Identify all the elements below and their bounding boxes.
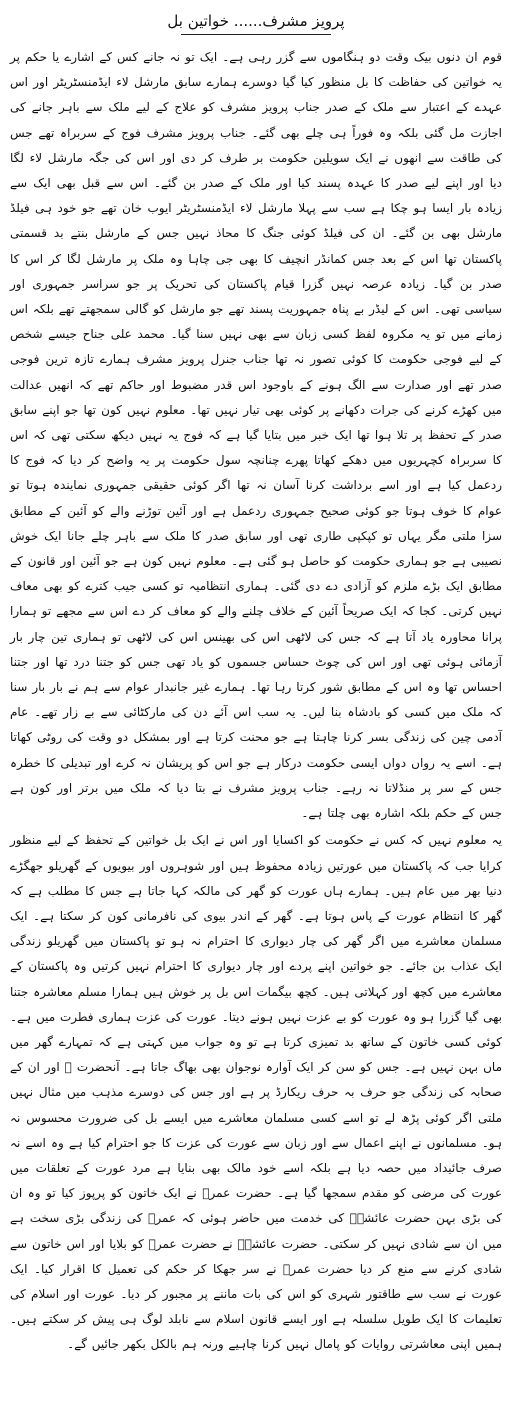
article-body xyxy=(10,45,502,1358)
article-paragraph: یہ معلوم نہیں کہ کس نے حکومت کو اکسایا اور اس نے ایک بل خواتین کے تحفظ کے لیے منظور کرایا جب کہ پاکستان میں عورتیں زیادہ محفوظ ہیں اور شوہروں اور بیویوں کے گھریلو جھگڑے دنیا بھر میں عام ہیں۔ ہمارے ہاں عورت کو گھر کی مالکہ کہا جاتا ہے جس کا مطلب ہے کہ گھر کا انتظام عورت کے پاس ہوتا ہے۔ گھر کے اندر بیوی کی نافرمانی کون کر سکتا ہے۔ ایک مسلمان معاشرے میں اگر گھر کی چار دیواری کا احترام نہ ہو تو پاکستان میں گھریلو زندگی ایک عذاب بن جائے۔ جو خواتین اپنے پردے اور چار دیواری کا احترام نہیں کرتیں وہ پاکستان کے معاشرے میں کچھ اور کہلاتی ہیں۔ کچھ بیگمات اس بل پر خوش ہیں ہمارا مسلم معاشرہ جتنا بھی گیا گزرا ہو وہ عورت کو بے عزت نہیں ہونے دیتا۔ عورت کی عزت ہماری فطرت میں ہے۔ کوئی کسی خاتون کے ساتھ بد تمیزی کرتا ہے تو وہ جواب میں کہتی ہے کہ تمہارے گھر میں ماں بہن نہیں ہے۔ جس کو سن کر ایک آوارہ نوجوان بھی بھاگ جاتا ہے۔ آنحضرت ﷺ اور ان کے صحابہ کی زندگی جو حرف بہ حرف ریکارڈ پر ہے اور جس کی دوسرے مذہب میں مثال نہیں ملتی اگر کوئی پڑھ لے تو اسے کسی مسلمان معاشرے میں ایسے بل کی ضرورت محسوس نہ ہو۔ مسلمانوں نے اپنے اعمال سے اور زبان سے عورت کی عزت کا جو احترام کیا ہے وہ اسے نہ صرف جائیداد میں حصہ دیا ہے بلکہ اسے خود مالک بھی بنایا ہے مرد عورت کے تعلقات میں عورت کی مرضی کو مقدم سمجھا گیا ہے۔ حضرت عمرؓ نے ایک خاتون کو پرپوز کیا تو وہ ان کی بڑی بہن حضرت عائشہؓ کی خدمت میں حاضر ہوئی کہ عمرؓ کی زندگی بڑی سخت ہے میں ان سے شادی نہیں کر سکتی۔ حضرت عائشہؓ نے حضرت عمرؓ کو بلایا اور اس خاتون سے شادی کرنے سے منع کر دیا حضرت عمرؓ نے سر جھکا کر حکم کی تعمیل کا اقرار کیا۔ ایک عورت نے سب سے طاقتور شہری کو اس کی بات ماننے پر مجبور کر دیا۔ عورت اور اسلام کی تعلیمات کا ایک طویل سلسلہ ہے اور ایسے قانون اسلام سے نابلد لوگ ہی پیش کر سکتے ہیں۔ ہمیں اپنی معاشرتی روایات کو پامال نہیں کرنا چاہیے ورنہ ہم بالکل بکھر جائیں گے۔ xyxy=(10,833,502,1352)
article-paragraph: قوم ان دنوں بیک وقت دو ہنگاموں سے گزر رہی ہے۔ ایک تو نہ جانے کس کے اشارے یا حکم پر یہ خواتین کی حفاظت کا بل منظور کیا گیا دوسرے ہمارے سابق مارشل لاء ایڈمنسٹریٹر اور اس عہدے کے اعتبار سے ملک کے صدر جناب پرویز مشرف کو علاج کے لیے ملک سے باہر جانے کی اجازت مل گئی بلکہ وہ فوراً ہی چلے بھی گئے۔ جناب پرویز مشرف فوج کے سربراہ تھے جس کی طاقت سے انھوں نے ایک سویلین حکومت بر طرف کر دی اور اس کی جگہ مارشل لاء لگا دیا اور اپنے لیے صدر کا عہدہ پسند کیا اور ملک کے صدر بن گئے۔ اس سے قبل بھی ایک سے زیادہ بار ایسا ہو چکا ہے سب سے پہلا مارشل لاء ایڈمنسٹریٹر ایوب خان تھے جو خود ہی فیلڈ مارشل بھی بن گئے۔ ان کی فیلڈ کوئی جنگ کا محاذ نہیں جس کے مارشل بنتے بد قسمتی پاکستان تھا اس کے بعد جس کمانڈر انچیف کا بھی جی چاہا وہ ملک پر مارشل لگا کر اس کا صدر بن گیا۔ زیادہ عرصہ نہیں گزرا قیام پاکستان کی تحریک پر جو سراسر جمہوری اور سیاسی تھی۔ اس کے لیڈر بے پناہ جمہوریت پسند تھے جو مارشل کو گالی سمجھتے تھے بلکہ اس زمانے میں تو یہ مکروہ لفظ کسی زبان سے بھی نہیں سنا گیا۔ محمد علی جناح جیسے شخص کے لیے فوجی حکومت کا کوئی تصور نہ تھا جناب جنرل پرویز مشرف ہمارے تازہ ترین فوجی صدر تھے اور صدارت سے الگ ہونے کے باوجود اس قدر مضبوط اور حاکم تھے کہ انھیں عدالت میں کھڑے کرنے کی جرات دکھانے پر کوئی بھی تیار نہیں تھا۔ معلوم نہیں کون تھا جو اپنے سابق صدر کے تحفظ پر تلا ہوا تھا ایک خبر میں بتایا گیا ہے کہ فوج یہ نہیں دیکھ سکتی تھی کہ اس کا سربراہ کچہریوں میں دھکے کھاتا پھرے چنانچہ سول حکومت پر یہ واضح کر دیا کہ فوج کا ردعمل کیا ہے اور اسے برداشت کرنا آسان نہ تھا اگر کوئی حقیقی جمہوری نمایندہ ہوتا تو عوام کا خوف ہوتا جو کوئی صحیح جمہوری ردعمل ہے اور آئین توڑنے والے کو آئین کے مطابق سزا ملتی مگر یہاں تو کپکپی طاری تھی اور سابق صدر کا ملک سے باہر چلے جانا ایک خوش نصیبی ہے جو ہماری حکومت کو حاصل ہو گئی ہے۔ معلوم نہیں کون ہے جو آئین اور قانون کے مطابق ایک بڑے ملزم کو آزادی دے دی گئی۔ ہماری انتظامیہ تو کسی جیب کترے کو بھی معاف نہیں کرتی۔ کجا کہ ایک صریحاً آئین کے خلاف چلنے والے کو معاف کر دے اس سے مجھے تو ہمارا پرانا محاورہ یاد آتا ہے کہ جس کی لاٹھی اس کی بھینس اس کی لاٹھی تو ہماری تین چار بار آزمائی ہوئی تھی اور اس کی چوٹ حساس جسموں کو یاد تھی جس کو جتنا درد تھا اور جتنا احساس تھا وہ اس کے مطابق شور کرتا رہا تھا۔ ہمارے غیر جانبدار عوام سے ہم نے بار بار سنا کہ ملک میں کسی کو بادشاہ بنا لیں۔ یہ سب اس آئے دن کی مارکٹائی سے بے زار تھے۔ عام آدمی چین کی زندگی بسر کرنا چاہتا ہے جو محنت کرتا ہے اور بمشکل دو وقت کی روٹی کھاتا ہے۔ اسے یہ رواں دواں ایسی حکومت درکار ہے جو اس کو پریشان نہ کرے اور تبدیلی کا خطرہ جس کے سر پر منڈلاتا نہ رہے۔ جناب پرویز مشرف نے بتا دیا کہ ملک میں برتر اور کون ہے جس کے حکم بلکہ اشارہ بھی چلتا ہے۔ xyxy=(10,50,502,821)
title-underline xyxy=(181,34,331,35)
article-title: پرویز مشرف...... خواتین بل xyxy=(167,12,345,30)
